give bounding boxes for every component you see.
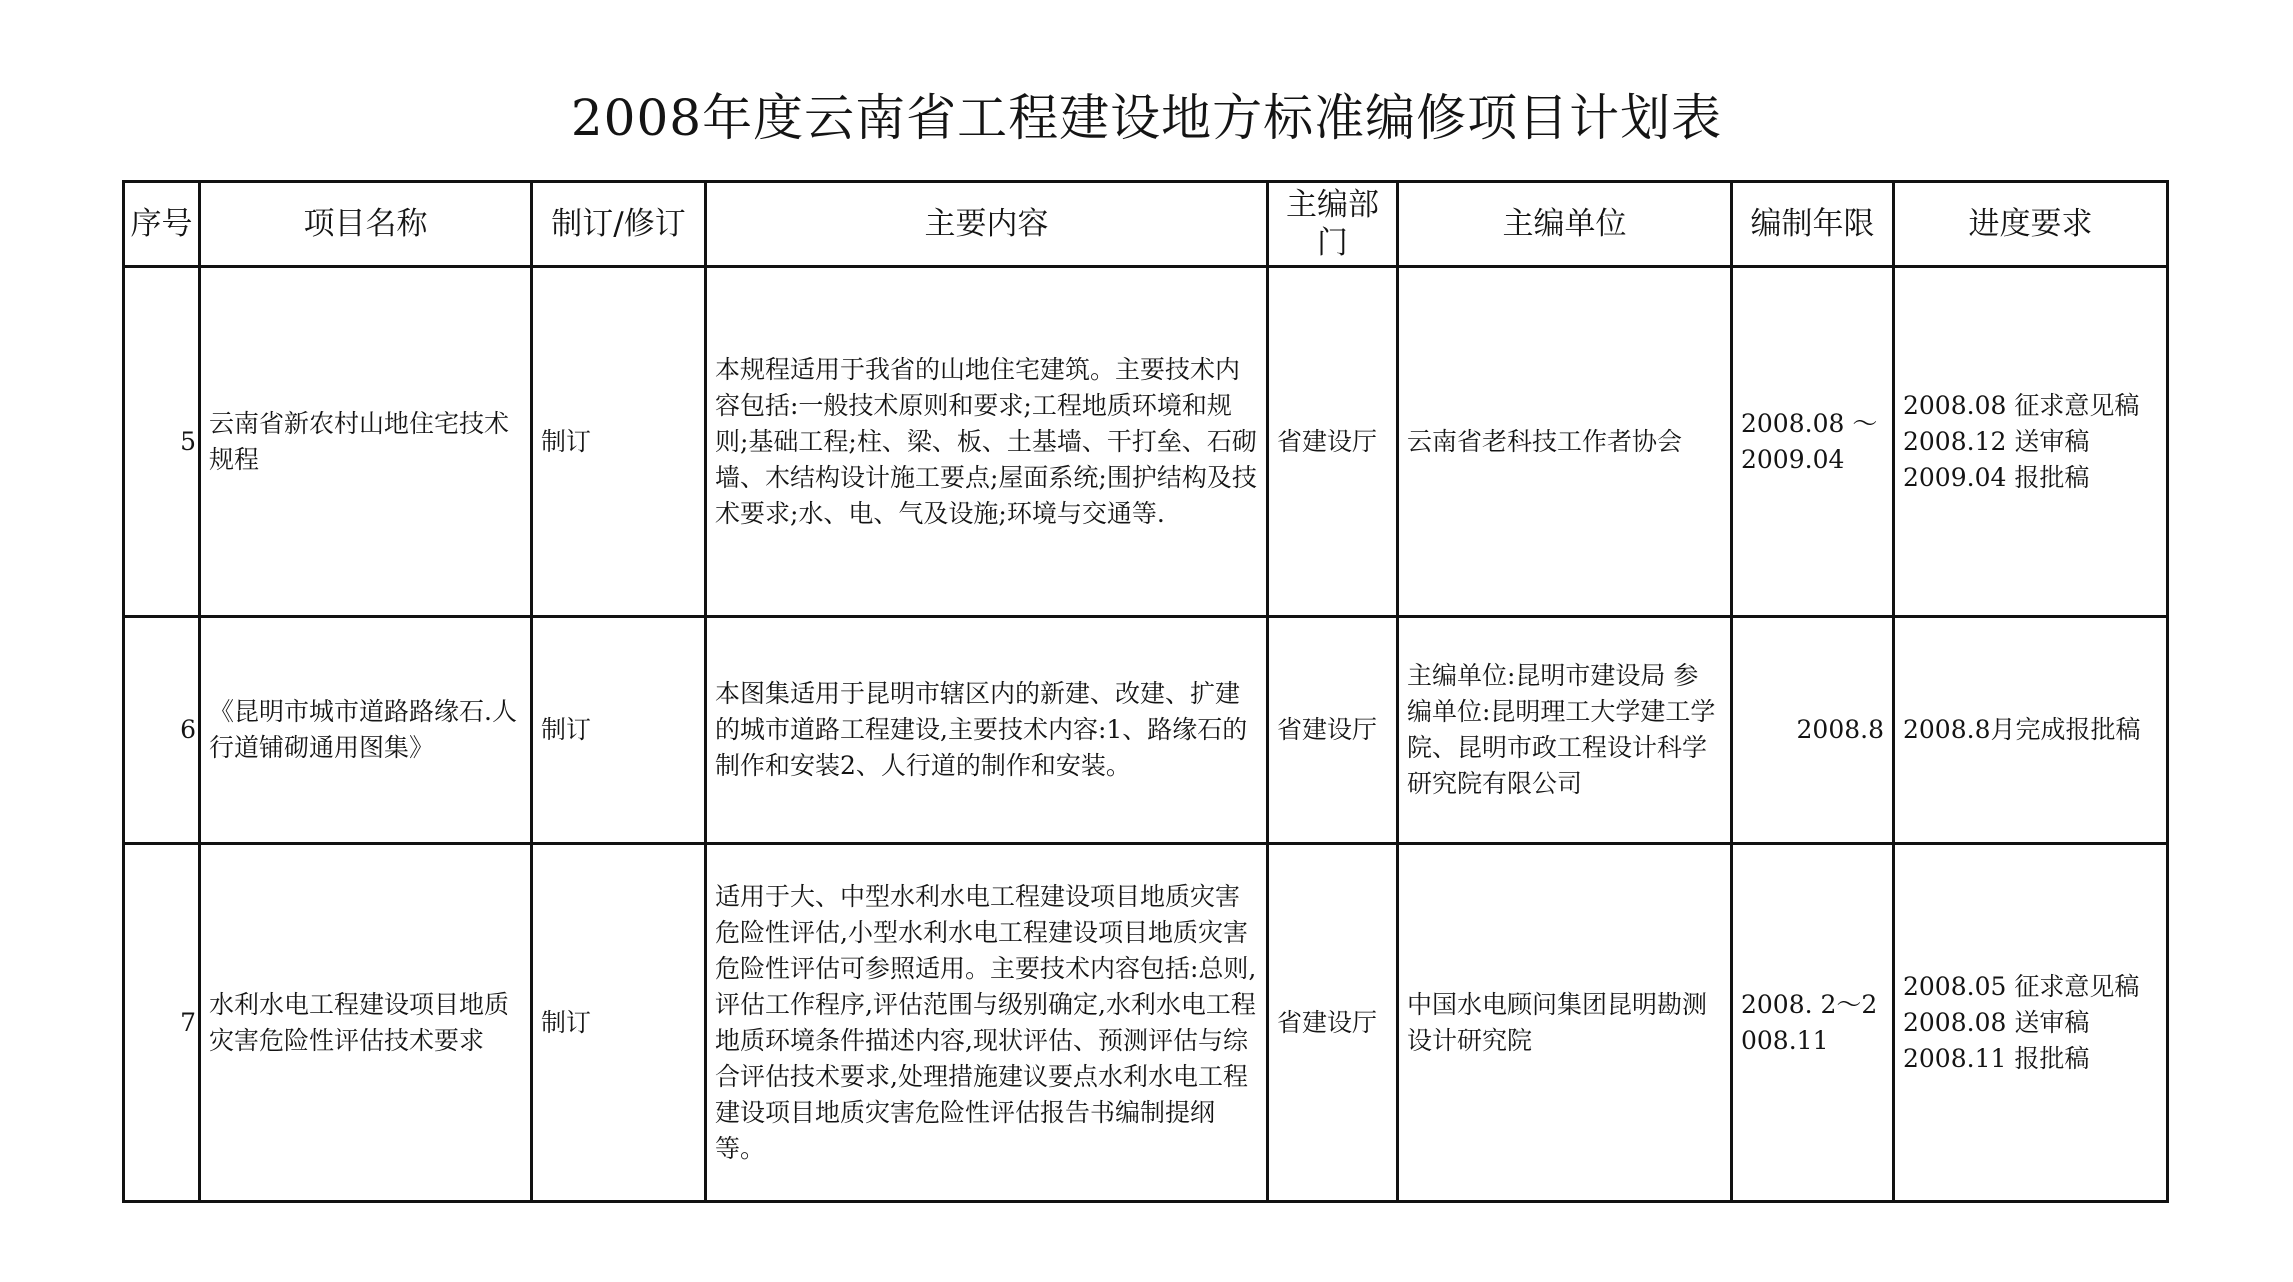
project-name: 水利水电工程建设项目地质灾害危险性评估技术要求	[200, 844, 532, 1202]
project-type: 制订	[532, 844, 706, 1202]
project-content: 本规程适用于我省的山地住宅建筑。主要技术内容包括:一般技术原则和要求;工程地质环境和规则;基础工程;柱、梁、板、土基墙、干打垒、石砌墙、木结构设计施工要点;屋面系统;围护结构及技术要求;水、电、气及设施;环境与交通等.	[706, 267, 1268, 617]
row-number: 7	[124, 844, 200, 1202]
period: 2008.8	[1732, 617, 1894, 844]
lead-department: 省建设厅	[1268, 617, 1398, 844]
progress-item: 2008.12 送审稿	[1903, 426, 2090, 456]
header-row	[124, 182, 2168, 267]
header-content: 主要内容	[706, 182, 1268, 267]
lead-unit: 云南省老科技工作者协会	[1398, 267, 1732, 617]
progress-item: 2008.11 报批稿	[1903, 1043, 2090, 1073]
project-content: 适用于大、中型水利水电工程建设项目地质灾害危险性评估,小型水利水电工程建设项目地质灾害危险性评估可参照适用。主要技术内容包括:总则,评估工作程序,评估范围与级别确定,水利水电工程地质环境条件描述内容,现状评估、预测评估与综合评估技术要求,处理措施建议要点水利水电工程建设项目地质灾害危险性评估报告书编制提纲等。	[706, 844, 1268, 1202]
project-type: 制订	[532, 617, 706, 844]
project-name: 《昆明市城市道路路缘石.人行道铺砌通用图集》	[200, 617, 532, 844]
header-period: 编制年限	[1732, 182, 1894, 267]
progress-item: 2008.8月完成报批稿	[1903, 715, 2141, 744]
row-number: 5	[124, 267, 200, 617]
header-name: 项目名称	[200, 182, 532, 267]
lead-department: 省建设厅	[1268, 267, 1398, 617]
table-row	[124, 617, 2168, 844]
lead-unit: 中国水电顾问集团昆明勘测设计研究院	[1398, 844, 1732, 1202]
header-unit: 主编单位	[1398, 182, 1732, 267]
header-no: 序号	[124, 182, 200, 267]
project-name: 云南省新农村山地住宅技术规程	[200, 267, 532, 617]
header-dept: 主编部门	[1268, 182, 1398, 267]
progress-item: 2008.08 送审稿	[1903, 1007, 2090, 1037]
table-row	[124, 267, 2168, 617]
period: 2008.08 ～2009.04	[1732, 267, 1894, 617]
progress-item: 2008.08 征求意见稿	[1903, 390, 2140, 420]
header-progress: 进度要求	[1894, 182, 2168, 267]
page-title: 2008年度云南省工程建设地方标准编修项目计划表	[570, 89, 1723, 147]
lead-department: 省建设厅	[1268, 844, 1398, 1202]
lead-unit: 主编单位:昆明市建设局 参编单位:昆明理工大学建工学院、昆明市政工程设计科学研究院有限公司	[1398, 617, 1732, 844]
progress-item: 2008.05 征求意见稿	[1903, 971, 2140, 1001]
progress-cell	[1894, 267, 2168, 617]
project-plan-table	[122, 180, 2169, 1203]
header-type: 制订/修订	[532, 182, 706, 267]
table-row	[124, 844, 2168, 1202]
project-type: 制订	[532, 267, 706, 617]
progress-item: 2009.04 报批稿	[1903, 462, 2090, 492]
project-content: 本图集适用于昆明市辖区内的新建、改建、扩建的城市道路工程建设,主要技术内容:1、路缘石的制作和安装2、人行道的制作和安装。	[706, 617, 1268, 844]
row-number: 6	[124, 617, 200, 844]
progress-cell	[1894, 617, 2168, 844]
period: 2008. 2～2008.11	[1732, 844, 1894, 1202]
progress-cell	[1894, 844, 2168, 1202]
